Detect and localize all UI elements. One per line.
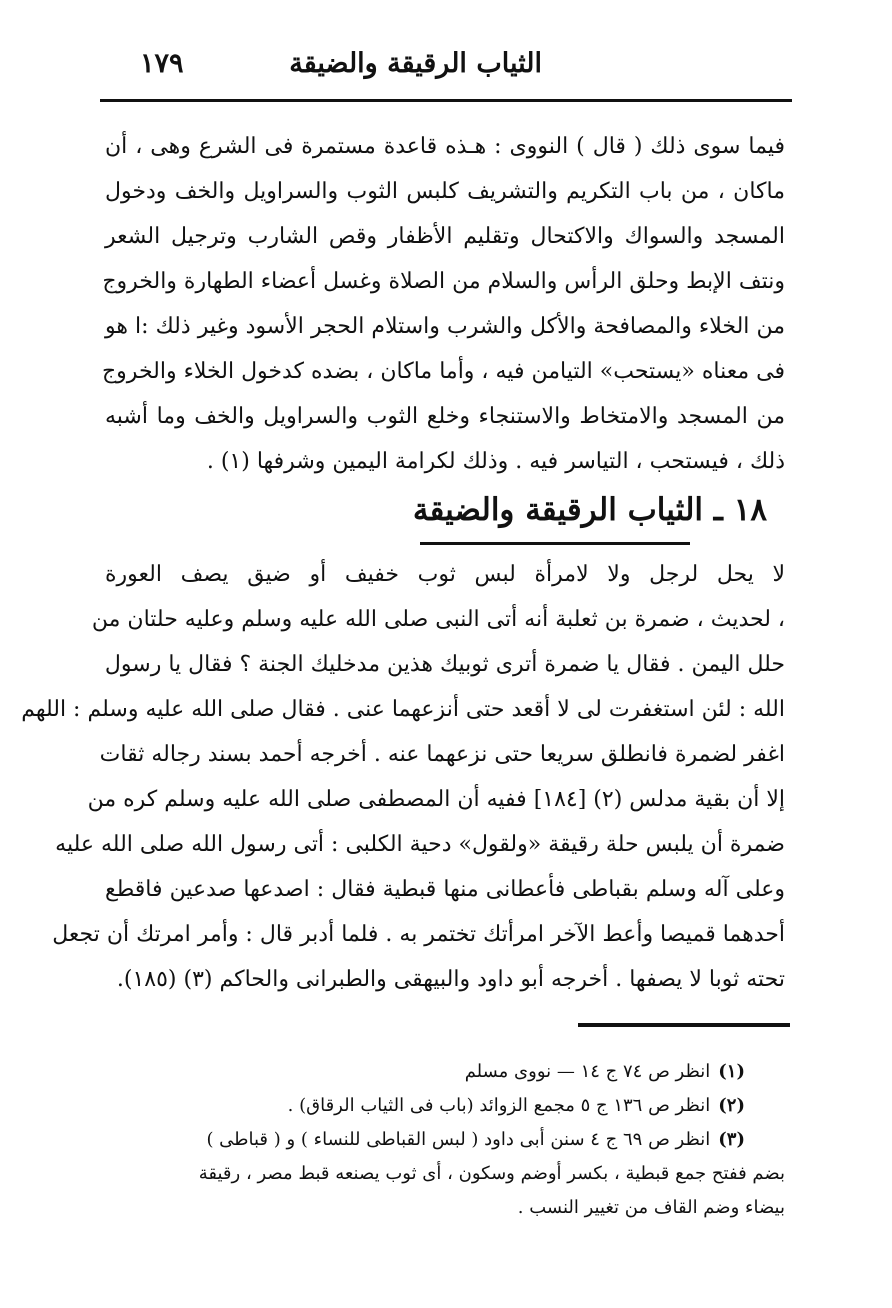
footnote-text: انظر ص ٧٤ ج ١٤ — نووى مسلم xyxy=(464,1061,711,1082)
text-line: الله : لئن استغفرت لى لا أقعد حتى أنزعهما عنى . فقال صلى الله عليه وسلم : اللهم xyxy=(21,697,785,722)
header-rule xyxy=(100,99,792,102)
text-line: من المسجد والامتخاط والاستنجاء وخلع الثوب والسراويل والخف وما أشبه xyxy=(105,404,785,429)
text-line: وعلى آله وسلم بقباطى فأعطانى منها قبطية فقال : اصدعها صدعين فاقطع xyxy=(105,877,785,902)
text-line: ضمرة أن يلبس حلة رقيقة «ولقول» دحية الكلبى : أتى رسول الله صلى الله عليه xyxy=(55,832,785,857)
section-heading: ١٨ ـ الثياب الرقيقة والضيقة xyxy=(412,492,767,528)
footnote-continuation-line: بيضاء وضم القاف من تغيير النسب . xyxy=(517,1197,785,1218)
footnote-number: (٣) xyxy=(718,1129,745,1150)
paragraph-nawawi xyxy=(101,124,785,484)
text-line: المسجد والسواك والاكتحال وتقليم الأظفار وقص الشارب وترجيل الشعر xyxy=(105,224,785,249)
footnote-text: انظر ص ١٣٦ ج ٥ مجمع الزوائد (باب فى الثياب الرقاق) . xyxy=(287,1095,711,1116)
footnote-1 xyxy=(105,1055,785,1089)
footnote-continuation-line: بضم ففتح جمع قبطية ، بكسر أوضم وسكون ، أى ثوب يصنعه قبط مصر ، رقيقة xyxy=(198,1163,785,1184)
text-line: لا يحل لرجل ولا لامرأة لبس ثوب خفيف أو ضيق يصف العورة xyxy=(105,562,785,587)
footnote-number: (١) xyxy=(718,1061,745,1082)
page-number: ١٧٩ xyxy=(140,48,184,79)
text-line: أحدهما قميصا وأعط الآخر امرأتك تختمر به . فلما أدبر قال : وأمر امرتك أن تجعل xyxy=(52,922,785,947)
text-line: تحته ثوبا لا يصفها . أخرجه أبو داود والبيهقى والطبرانى والحاكم (٣) (١٨٥). xyxy=(116,967,785,992)
text-line: إلا أن بقية مدلس (٢) [١٨٤] ففيه أن المصطفى صلى الله عليه وسلم كره من xyxy=(87,787,785,812)
footnote-number: (٢) xyxy=(718,1095,745,1116)
footnote-2 xyxy=(105,1089,785,1123)
footnotes xyxy=(105,1055,785,1225)
text-line: اغفر لضمرة فانطلق سريعا حتى نزعهما عنه . أخرجه أحمد بسند رجاله ثقات xyxy=(99,742,785,767)
text-line: ماكان ، من باب التكريم والتشريف كلبس الثوب والسراويل والخف ودخول xyxy=(105,179,785,204)
heading-underline xyxy=(420,542,690,545)
text-line: ، لحديث ، ضمرة بن ثعلبة أنه أتى النبى صلى الله عليه وسلم وعليه حلتان من xyxy=(91,607,785,632)
footnote-separator xyxy=(578,1023,790,1027)
text-line: فى معناه «يستحب» التيامن فيه ، وأما ماكان ، بضده كدخول الخلاء والخروج xyxy=(101,359,785,384)
text-line: ونتف الإبط وحلق الرأس والسلام من الصلاة وغسل أعضاء الطهارة والخروج xyxy=(102,269,785,294)
text-line: ذلك ، فيستحب ، التياسر فيه . وذلك لكرامة اليمين وشرفها (١) . xyxy=(206,449,785,474)
paragraph-thin-clothes xyxy=(21,552,785,1002)
running-title: الثياب الرقيقة والضيقة xyxy=(289,48,542,79)
text-line: فيما سوى ذلك ( قال ) النووى : هـذه قاعدة مستمرة فى الشرع وهى ، أن xyxy=(105,134,785,159)
text-line: من الخلاء والمصافحة والأكل والشرب واستلام الحجر الأسود وغير ذلك :ا هو xyxy=(105,314,785,339)
running-header xyxy=(100,48,792,98)
text-line: حلل اليمن . فقال يا ضمرة أترى ثوبيك هذين مدخليك الجنة ؟ فقال يا رسول xyxy=(104,652,785,677)
footnote-3 xyxy=(105,1123,785,1157)
footnote-text: انظر ص ٦٩ ج ٤ سنن أبى داود ( لبس القباطى للنساء ) و ( قباطى ) xyxy=(206,1129,711,1150)
